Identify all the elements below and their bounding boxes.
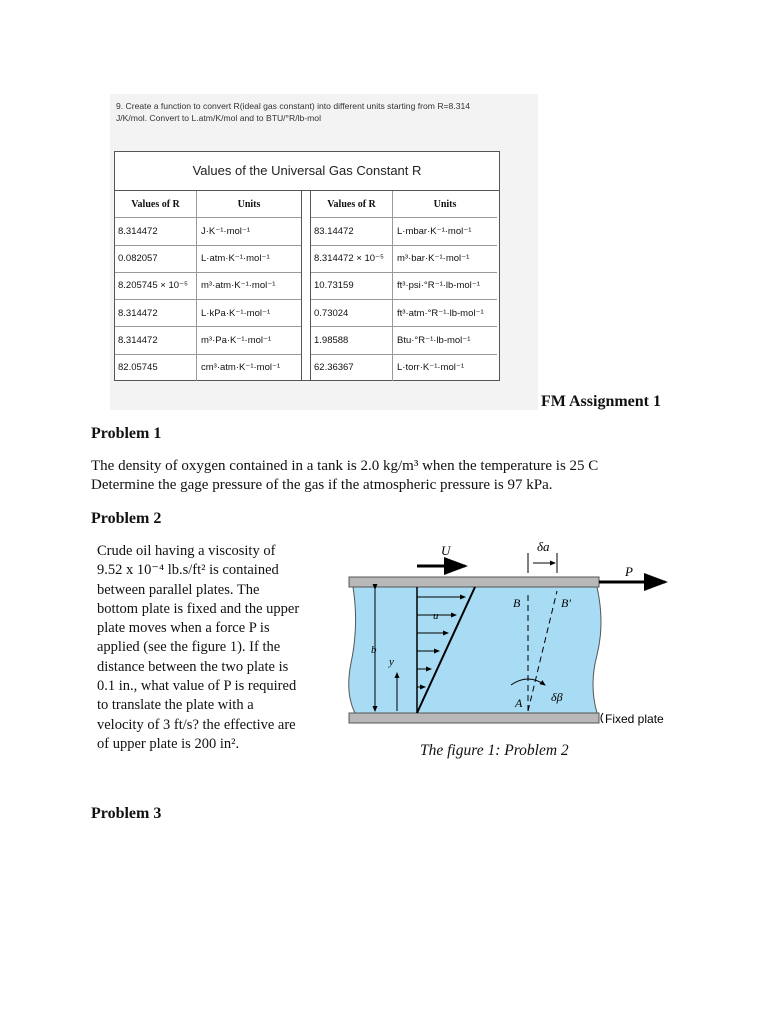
r-unit: L·kPa·K⁻¹·mol⁻¹ — [201, 307, 271, 319]
problem2-line: 9.52 x 10⁻⁴ lb.s/ft² is contained — [97, 562, 279, 579]
table-row — [115, 246, 301, 273]
question-9-line1: 9. Create a function to convert R(ideal gas constant) into different units starting from R=8.314 — [116, 101, 471, 111]
label-y: y — [389, 656, 394, 668]
r-value: 8.205745 × 10⁻⁵ — [115, 273, 197, 299]
r-value: 8.314472 — [115, 218, 197, 244]
r-unit: Btu·°R⁻¹·lb-mol⁻¹ — [397, 335, 471, 347]
problem2-line: applied (see the figure 1). If the — [97, 639, 281, 656]
r-unit: L·atm·K⁻¹·mol⁻¹ — [201, 253, 270, 265]
table-row — [311, 246, 497, 273]
problem1-line1: The density of oxygen contained in a tank is 2.0 kg/m³ when the temperature is 25 C — [91, 458, 599, 474]
r-unit: J·K⁻¹·mol⁻¹ — [201, 225, 251, 237]
problem2-line: Crude oil having a viscosity of — [97, 543, 276, 559]
label-delta-beta: δβ — [551, 690, 563, 704]
problem2-heading: Problem 2 — [91, 510, 162, 527]
table-header-row — [311, 191, 497, 218]
label-b: b — [371, 644, 377, 656]
figure-1-plates-diagram — [345, 535, 685, 765]
table-separator — [301, 191, 311, 381]
problem2-line: of upper plate is 200 in². — [97, 735, 240, 752]
figure-caption: The figure 1: Problem 2 — [420, 742, 569, 759]
r-value: 0.73024 — [311, 300, 393, 326]
problem2-line: distance between the two plate is — [97, 658, 289, 675]
header-units: Units — [237, 198, 261, 210]
problem1-line2: Determine the gage pressure of the gas if the atmospheric pressure is 97 kPa. — [91, 477, 553, 493]
table-row — [311, 218, 497, 245]
table-header-row — [115, 191, 301, 218]
problem2-line: 0.1 in., what value of P is required — [97, 678, 297, 695]
label-p: P — [625, 564, 633, 579]
label-u-local: u — [433, 610, 439, 622]
table-row — [311, 300, 497, 327]
label-b-point: B — [513, 596, 521, 610]
r-unit: ft³·atm·°R⁻¹·lb-mol⁻¹ — [397, 307, 484, 319]
problem2-line: between parallel plates. The — [97, 581, 260, 598]
table-row — [115, 218, 301, 245]
table-row — [311, 273, 497, 300]
r-value: 8.314472 — [115, 300, 197, 326]
r-value: 8.314472 — [115, 327, 197, 353]
fixed-plate — [349, 713, 599, 723]
r-value: 10.73159 — [311, 273, 393, 299]
problem1-heading: Problem 1 — [91, 425, 162, 442]
r-unit: m³·bar·K⁻¹·mol⁻¹ — [397, 253, 470, 265]
r-value: 83.14472 — [311, 218, 393, 244]
question-9-scan — [110, 94, 538, 410]
table-row — [311, 355, 497, 381]
label-a-point: A — [515, 696, 523, 710]
r-unit: L·mbar·K⁻¹·mol⁻¹ — [397, 225, 472, 237]
r-unit: ft³·psi·°R⁻¹·lb-mol⁻¹ — [397, 280, 480, 292]
table-row — [115, 327, 301, 354]
r-unit: m³·Pa·K⁻¹·mol⁻¹ — [201, 335, 272, 347]
r-value: 82.05745 — [115, 355, 197, 381]
gas-constant-table — [114, 151, 500, 381]
problem2-line: bottom plate is fixed and the upper — [97, 600, 300, 617]
r-unit: L·torr·K⁻¹·mol⁻¹ — [397, 362, 465, 374]
header-values-of-r: Values of R — [115, 191, 197, 217]
problem2-body — [97, 542, 337, 754]
table-row — [311, 327, 497, 354]
label-b-prime: B′ — [561, 596, 571, 610]
problem2-line: to translate the plate with a — [97, 697, 254, 714]
r-value: 62.36367 — [311, 355, 393, 381]
label-fixed-plate: Fixed plate — [605, 712, 664, 726]
upper-plate — [349, 577, 599, 587]
header-values-of-r: Values of R — [311, 191, 393, 217]
table-row — [115, 300, 301, 327]
gas-table-right — [311, 191, 497, 381]
problem2-line: velocity of 3 ft/s? the effective are — [97, 716, 296, 733]
r-unit: m³·atm·K⁻¹·mol⁻¹ — [201, 280, 276, 292]
assignment-title: FM Assignment 1 — [541, 393, 661, 410]
label-delta-a: δa — [537, 539, 550, 554]
table-row — [115, 273, 301, 300]
question-9-text — [116, 100, 536, 124]
table-row — [115, 355, 301, 381]
r-value: 1.98588 — [311, 327, 393, 353]
gas-table-title: Values of the Universal Gas Constant R — [115, 152, 499, 191]
label-u-upper: U — [441, 543, 451, 558]
problem2-line: plate moves when a force P is — [97, 620, 270, 637]
r-unit: cm³·atm·K⁻¹·mol⁻¹ — [201, 362, 281, 374]
header-units: Units — [433, 198, 457, 210]
r-value: 8.314472 × 10⁻⁵ — [311, 246, 393, 272]
gas-table-left — [115, 191, 301, 381]
question-9-line2: J/K/mol. Convert to L.atm/K/mol and to BTU/°R/lb-mol — [116, 113, 321, 123]
r-value: 0.082057 — [115, 246, 197, 272]
problem3-heading: Problem 3 — [91, 805, 162, 822]
